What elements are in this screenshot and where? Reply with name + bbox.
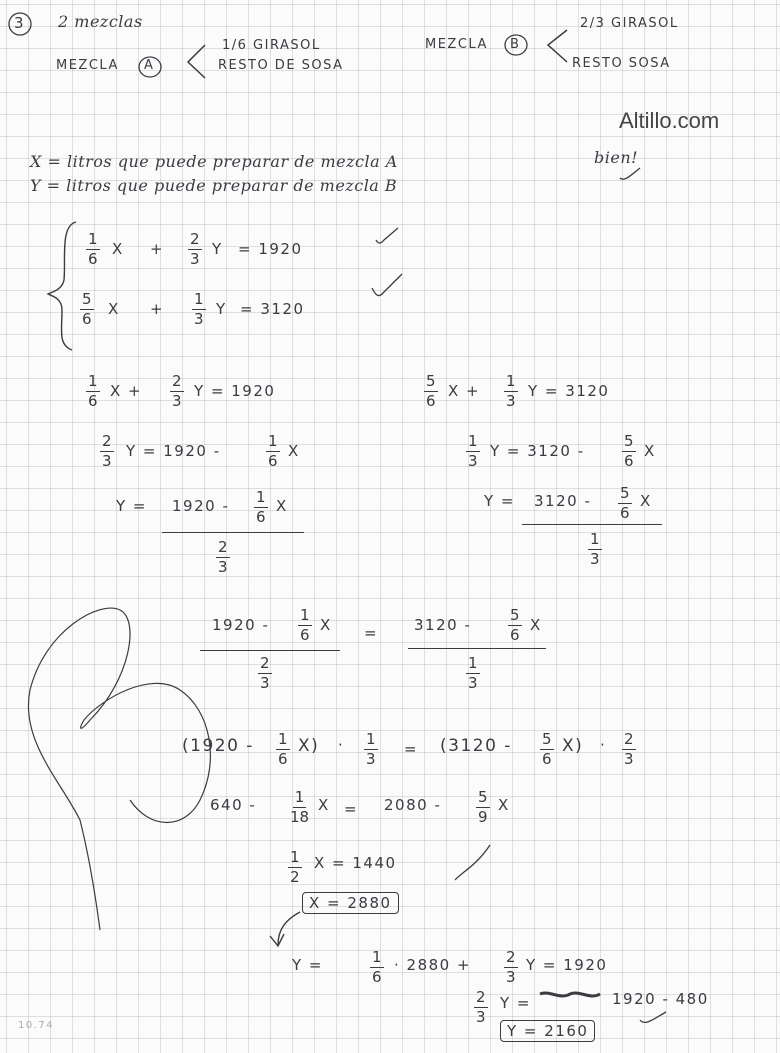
- sys-eq1-op: +: [150, 240, 165, 258]
- step-b: 2080 -: [384, 796, 442, 814]
- subst-rest: Y = 1920: [526, 956, 608, 974]
- sys-eq2-c2: $\frac{1}{3}$: [194, 290, 204, 328]
- final-frac: $\frac{2}{3}$: [476, 988, 486, 1026]
- equal-left-frac: $\frac{1}{6}$: [300, 606, 310, 644]
- mult-close2: X): [562, 736, 584, 756]
- right-r2-v: X: [644, 442, 656, 460]
- mult-close: X): [298, 736, 320, 756]
- left-l3-den: $\frac{2}{3}$: [218, 538, 228, 576]
- watermark: Altillo.com: [619, 108, 720, 133]
- half-frac: $\frac{1}{2}$: [290, 848, 300, 886]
- result-x: X = 2880: [302, 892, 399, 914]
- mult-dot: ·: [338, 736, 345, 754]
- mix-a-line1: 1/6 GIRASOL: [222, 38, 321, 53]
- right-r1-v1: X +: [448, 382, 481, 400]
- header-title: 2 mezclas: [58, 12, 143, 31]
- left-l2-c1: $\frac{2}{3}$: [102, 432, 112, 470]
- step-av: X: [318, 796, 330, 814]
- left-l2-c2: $\frac{1}{6}$: [268, 432, 278, 470]
- mult-open: (1920 -: [182, 736, 254, 756]
- right-r1-c2: $\frac{1}{3}$: [506, 372, 516, 410]
- left-l3-frac: $\frac{1}{6}$: [256, 488, 266, 526]
- left-l2-v: X: [288, 442, 300, 460]
- equal-left-bar: [200, 650, 340, 651]
- right-r1-rest: Y = 3120: [528, 382, 610, 400]
- right-r3-num: 3120 -: [534, 492, 592, 510]
- step-eq: =: [344, 800, 359, 818]
- sys-eq2-v1: X: [108, 300, 120, 318]
- mix-a-letter: A: [144, 58, 155, 73]
- result-y: Y = 2160: [500, 1020, 595, 1042]
- sys-eq2-rhs: = 3120: [240, 300, 305, 318]
- mult-m2: $\frac{2}{3}$: [624, 730, 634, 768]
- equal-right-num: 3120 -: [414, 616, 472, 634]
- step-a: 640 -: [210, 796, 257, 814]
- equal-left-den: $\frac{2}{3}$: [260, 654, 270, 692]
- mult-frac1: $\frac{1}{6}$: [278, 730, 288, 768]
- sys-eq1-c1: $\frac{1}{6}$: [88, 230, 98, 268]
- right-r3-fraction-bar: [522, 524, 662, 525]
- left-l1-rest: Y = 1920: [194, 382, 276, 400]
- sys-eq1-c2: $\frac{2}{3}$: [190, 230, 200, 268]
- equal-right-bar: [408, 648, 546, 649]
- footer-note: 10.74: [18, 1020, 55, 1031]
- right-r2-c1: $\frac{1}{3}$: [468, 432, 478, 470]
- mult-dot2: ·: [600, 736, 607, 754]
- subst-frac2: $\frac{2}{3}$: [506, 948, 516, 986]
- left-l1-c2: $\frac{2}{3}$: [172, 372, 182, 410]
- problem-number: 3: [14, 14, 26, 32]
- right-r2-c2: $\frac{5}{6}$: [624, 432, 634, 470]
- left-l1-v1: X +: [110, 382, 143, 400]
- subst-frac1: $\frac{1}{6}$: [372, 948, 382, 986]
- mix-b-letter: B: [510, 37, 521, 52]
- mix-a-line2: RESTO DE SOSA: [218, 58, 344, 73]
- x-definition: X = litros que puede preparar de mezcla A: [30, 152, 398, 171]
- right-r3-v: X: [640, 492, 652, 510]
- step-bfrac: $\frac{5}{9}$: [478, 788, 488, 826]
- right-r3-frac: $\frac{5}{6}$: [620, 484, 630, 522]
- step-afrac: $\frac{1}{18}$: [290, 788, 310, 826]
- subst-lhs: Y =: [292, 956, 323, 974]
- right-r2-mid: Y = 3120 -: [490, 442, 585, 460]
- mix-b-line1: 2/3 GIRASOL: [580, 16, 679, 31]
- left-l2-mid: Y = 1920 -: [126, 442, 221, 460]
- equal-sign: =: [364, 624, 379, 642]
- equal-right-v: X: [530, 616, 542, 634]
- sys-eq2-v2: Y: [216, 300, 227, 318]
- final-rest: 1920 - 480: [612, 990, 709, 1008]
- left-l3-fraction-bar: [162, 532, 304, 533]
- sys-eq1-rhs: = 1920: [238, 240, 303, 258]
- sys-eq1-v2: Y: [212, 240, 223, 258]
- left-l3-lhs: Y =: [116, 497, 147, 515]
- teacher-remark: bien!: [594, 148, 639, 167]
- half-rest: X = 1440: [314, 854, 397, 872]
- mult-m1: $\frac{1}{3}$: [366, 730, 376, 768]
- right-r3-den: $\frac{1}{3}$: [590, 530, 600, 568]
- mult-frac2: $\frac{5}{6}$: [542, 730, 552, 768]
- y-definition: Y = litros que puede preparar de mezcla B: [30, 176, 398, 195]
- sys-eq1-v1: X: [112, 240, 124, 258]
- mix-b-label: MEZCLA: [425, 37, 488, 52]
- left-l1-c1: $\frac{1}{6}$: [88, 372, 98, 410]
- sys-eq2-op: +: [150, 300, 165, 318]
- left-l3-v: X: [276, 497, 288, 515]
- final-mid: Y =: [500, 994, 531, 1012]
- mix-b-line2: RESTO SOSA: [572, 56, 671, 71]
- equal-right-frac: $\frac{5}{6}$: [510, 606, 520, 644]
- left-l3-num: 1920 -: [172, 497, 230, 515]
- right-r1-c1: $\frac{5}{6}$: [426, 372, 436, 410]
- right-r3-lhs: Y =: [484, 492, 515, 510]
- mix-a-label: MEZCLA: [56, 58, 119, 73]
- subst-mid: · 2880 +: [394, 956, 472, 974]
- step-bv: X: [498, 796, 510, 814]
- equal-left-v: X: [320, 616, 332, 634]
- equal-left-num: 1920 -: [212, 616, 270, 634]
- mult-open2: (3120 -: [440, 736, 512, 756]
- sys-eq2-c1: $\frac{5}{6}$: [82, 290, 92, 328]
- equal-right-den: $\frac{1}{3}$: [468, 654, 478, 692]
- mult-eq: =: [404, 740, 419, 758]
